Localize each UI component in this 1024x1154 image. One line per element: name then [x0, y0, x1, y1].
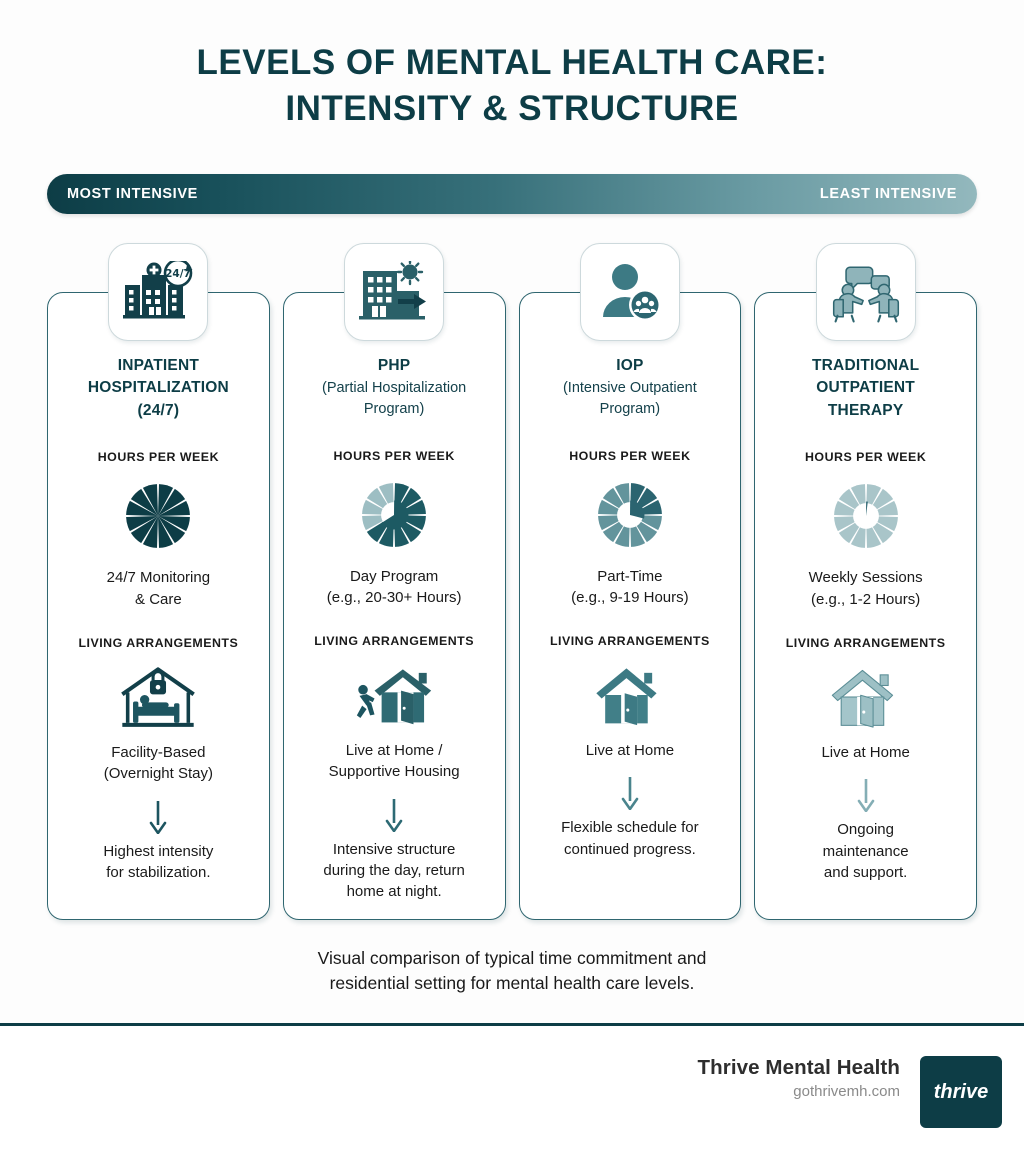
card-traditional-outpatient-therapy[interactable]: [754, 292, 977, 920]
card-title-line2: HOSPITALIZATION: [87, 379, 229, 397]
card-title-line3: THERAPY: [827, 401, 904, 419]
card-title-line3: (24/7): [137, 401, 180, 419]
card-subtitle: (Intensive Outpatient Program): [562, 380, 697, 418]
card-title-line1: TRADITIONAL: [812, 357, 920, 374]
card-title: [88, 355, 229, 422]
page-title-line2: INTENSITY & STRUCTURE: [285, 89, 739, 129]
living-arrangements-label: LIVING ARRANGEMENTS: [785, 636, 946, 650]
card-title: [812, 355, 919, 422]
outcome-text: Ongoing maintenance and support.: [822, 821, 909, 881]
hours-pie-chart-iop: [592, 477, 668, 553]
hours-pie-chart-php: [356, 477, 432, 553]
brand-block: [698, 1056, 901, 1100]
hours-value: Weekly Sessions (e.g., 1-2 Hours): [808, 569, 923, 608]
levels-of-care-columns: [47, 268, 977, 920]
hours-value: 24/7 Monitoring & Care: [106, 569, 211, 608]
card-iop[interactable]: [519, 292, 742, 920]
living-arrangements-label: LIVING ARRANGEMENTS: [549, 634, 710, 649]
brand-url: gothrivemh.com: [793, 1083, 900, 1100]
card-inpatient-hospitalization[interactable]: [47, 268, 270, 920]
intensity-least-label: LEAST INTENSIVE: [819, 186, 957, 202]
card-title-line1: INPATIENT: [117, 357, 200, 374]
living-value: Live at Home: [821, 744, 910, 761]
hours-per-week-label: HOURS PER WEEK: [333, 448, 455, 463]
hours-per-week-label: HOURS PER WEEK: [569, 448, 691, 463]
svg-text:24/7: 24/7: [165, 268, 192, 280]
intensity-most-label: MOST INTENSIVE: [67, 186, 198, 202]
therapy-conversation-icon: [816, 243, 916, 341]
intensity-scale-bar: [47, 174, 977, 214]
outcome-text: Flexible schedule for continued progress.: [561, 819, 699, 858]
page-title-line1: LEVELS OF MENTAL HEALTH CARE:: [196, 43, 828, 82]
card-title-line1: IOP: [616, 357, 644, 374]
hours-per-week-label: HOURS PER WEEK: [804, 450, 927, 465]
outcome-text: Intensive structure during the day, return home at night.: [323, 840, 465, 901]
hours-per-week-label: HOURS PER WEEK: [97, 450, 220, 465]
living-value: Facility-Based (Overnight Stay): [103, 744, 213, 783]
hospital-24-7-icon: [108, 243, 208, 341]
down-arrow-icon: [856, 777, 876, 813]
down-arrow-icon: [148, 799, 168, 835]
caption: [0, 946, 1024, 997]
card-subtitle: (Partial Hospitalization Program): [321, 380, 467, 418]
caption-line2: residential setting for mental health care levels.: [329, 973, 695, 994]
house-person-walking-icon: [348, 660, 440, 730]
person-group-icon: [580, 243, 680, 341]
living-value: Live at Home / Supportive Housing: [328, 742, 460, 781]
house-open-door-light-icon: [827, 662, 905, 732]
card-title: [378, 355, 410, 377]
house-open-door-icon: [591, 660, 669, 730]
living-value: Live at Home: [585, 742, 675, 760]
down-arrow-icon: [620, 775, 640, 811]
thrive-logo: [920, 1056, 1002, 1128]
living-arrangements-label: LIVING ARRANGEMENTS: [78, 636, 239, 650]
caption-line1: Visual comparison of typical time commitment and: [317, 948, 707, 968]
card-title-line1: PHP: [377, 357, 411, 374]
hours-pie-chart-traditional-outpatient: [828, 478, 904, 554]
page-title: [0, 40, 1024, 132]
card-title-line2: OUTPATIENT: [816, 379, 915, 397]
card-title: [616, 355, 643, 377]
outcome-text: Highest intensity for stabilization.: [103, 842, 214, 881]
card-php[interactable]: [283, 292, 506, 920]
hours-pie-chart-inpatient: [120, 478, 196, 554]
brand-name: Thrive Mental Health: [697, 1056, 900, 1079]
logo-text: thrive: [933, 1080, 989, 1103]
hours-value: Part-Time (e.g., 9-19 Hours): [571, 567, 689, 606]
down-arrow-icon: [384, 797, 404, 833]
living-arrangements-label: LIVING ARRANGEMENTS: [314, 634, 475, 649]
day-program-building-sun-icon: [344, 243, 444, 341]
locked-house-bed-icon: [115, 662, 201, 732]
hours-value: Day Program (e.g., 20-30+ Hours): [326, 567, 462, 606]
